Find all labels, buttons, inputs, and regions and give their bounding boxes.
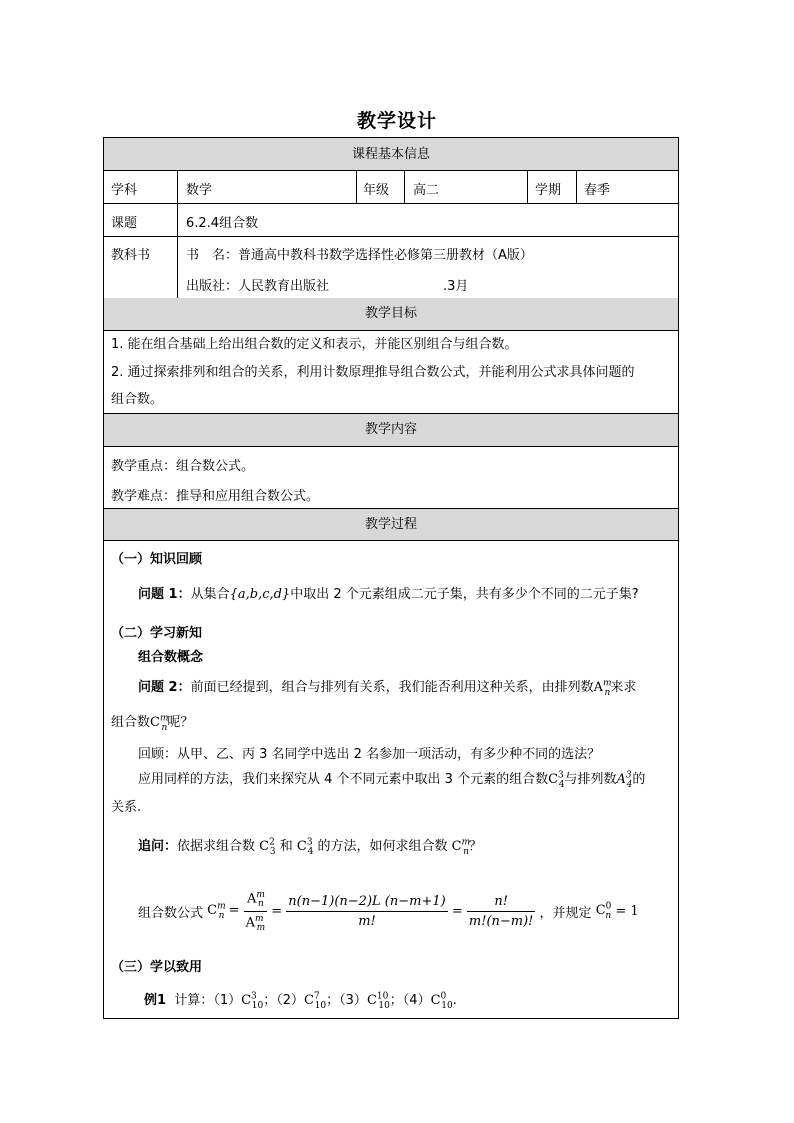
textbook-label: 教科书 [111,248,151,263]
example-part2: ；（2） [263,993,305,1008]
equals-sign: = [451,903,463,919]
example-c10-3: $C^3_{10}$ [241,991,264,1011]
question-2-text-a: 前面已经提到，组合与排列有关系，我们能否利用这种关系，由排列数 [190,680,594,695]
question-2-line1 [138,676,636,698]
combination-formula [138,890,639,933]
term-value: 春季 [584,183,611,198]
column-divider [177,171,178,298]
formula-num-product: n(n−1)(n−2)L (n−m+1) [286,894,447,912]
example-text: 计算：（1） [174,993,242,1008]
question-1-label: 问题 1： [138,587,191,602]
example-part4: ；（4） [389,993,431,1008]
column-divider [576,171,577,203]
book-name: 书 名：普通高中教科书数学选择性必修第三册教材（A版） [186,248,533,263]
key-point: 教学重点：组合数公式。 [111,459,255,474]
topic-label: 课题 [111,216,138,231]
review-text: 回顾：从甲、乙、丙 3 名同学中选出 2 名参加一项活动，有多少种不同的选法？ [138,747,601,762]
follow-up-question [138,835,482,857]
question-2-line2-b: 呢？ [167,715,194,730]
formula-den-factorial: m!(n−m)! [468,913,534,929]
combination-3-2: $C^2_3$ [255,837,276,857]
content-header [104,414,678,447]
equals-sign: = [271,903,283,919]
example-c10-7: $C^7_{10}$ [304,991,327,1011]
row-divider [104,203,678,204]
question-1-text-b: 中取出 2 个元素组成二元子集，共有多少个不同的二元子集? [290,587,639,602]
publish-date: .3月 [443,279,469,294]
topic-value: 6.2.4组合数 [186,216,259,231]
example-c10-10: $C^{10}_{10}$ [366,991,390,1011]
question-2-line2 [111,711,193,733]
example-part3: ；（3） [326,993,367,1008]
column-divider [356,171,357,203]
formula-num-factorial: n! [467,894,536,912]
method-line2: 关系. [111,800,142,815]
column-divider [527,171,528,203]
process-header-text: 教学过程 [364,517,417,532]
question-1-text-a: 从集合 [190,587,230,602]
process-header [104,509,678,541]
term-label: 学期 [535,183,562,198]
objective-2-line1: 2. 通过探索排列和组合的关系，利用计数原理推导组合数公式，并能利用公式求具体问题的 [111,365,635,380]
formula-num-a: $A^m_n$ [244,890,267,912]
permutation-4-3: $A^3_4$ [616,770,633,790]
combination-symbol: $C^m_n$ [150,713,169,733]
permutation-symbol: $A^m_n$ [593,678,612,698]
formula-label: 组合数公式 [138,905,204,921]
content-header-text: 教学内容 [364,422,417,437]
follow-up-text-d: ？ [468,839,482,854]
basic-info-header [104,138,678,171]
question-1 [138,583,639,602]
objective-2-line2: 组合数。 [111,392,164,407]
example-end: . [452,993,457,1008]
grade-value: 高二 [413,183,440,198]
formula-den-product: m! [358,913,376,929]
combination-n-m: $C^m_n$ [447,837,471,857]
lesson-plan-table [103,137,679,1019]
follow-up-text-b: 和 [279,839,293,854]
row-divider [104,236,678,237]
example-label: 例1 [144,993,167,1008]
formula-rule-symbol: $C^0_n$ [595,901,612,921]
question-2-text-b: 来求 [610,680,637,695]
formula-lhs: $C^m_n$ = [207,901,240,921]
combination-4-3b: $C^3_4$ [292,837,314,857]
follow-up-text-c: 的方法，如何求组合数 [317,839,448,854]
section-new-knowledge-heading: （二）学习新知 [111,626,203,641]
method-text-c: 的 [632,772,646,787]
grade-label: 年级 [363,183,390,198]
objective-1: 1. 能在组合基础上给出组合数的定义和表示，并能区别组合与组合数。 [111,337,518,352]
example-1 [144,989,457,1011]
formula-fraction-factorial [467,894,536,929]
method-text-b: 与排列数 [564,772,617,787]
section-review-heading: （一）知识回顾 [111,552,203,567]
subject-value: 数学 [186,183,213,198]
formula-den-a: $A^m_m$ [245,913,266,933]
method-text-a: 应用同样的方法，我们来探究从 4 个不同元素中取出 3 个元素的组合数 [138,772,549,787]
objectives-header-text: 教学目标 [364,306,417,321]
formula-rule-text: ，并规定 [539,905,592,921]
formula-fraction-product [286,894,447,929]
section-application-heading: （三）学以致用 [111,960,203,975]
subject-label: 学科 [111,183,138,198]
basic-info-header-text: 课程基本信息 [351,147,430,162]
objectives-header [104,298,678,331]
follow-up-text-a: 依据求组合数 [177,839,256,854]
formula-fraction-permutation [244,890,267,933]
question-1-set: {a,b,c,d} [229,587,291,602]
document-title: 教学设计 [356,110,437,132]
formula-rule-value: = 1 [615,903,639,919]
column-divider [404,171,405,203]
example-c10-0: $C^0_{10}$ [430,991,453,1011]
follow-up-label: 追问： [138,839,178,854]
publisher: 出版社：人民教育出版社 [186,279,330,294]
method-line1 [138,768,645,790]
question-2-line2-a: 组合数 [111,715,151,730]
difficulty-point: 教学难点：推导和应用组合数公式。 [111,489,320,504]
combination-4-3: $C^3_4$ [548,770,565,790]
question-2-label: 问题 2： [138,680,191,695]
concept-subheading: 组合数概念 [138,650,204,665]
